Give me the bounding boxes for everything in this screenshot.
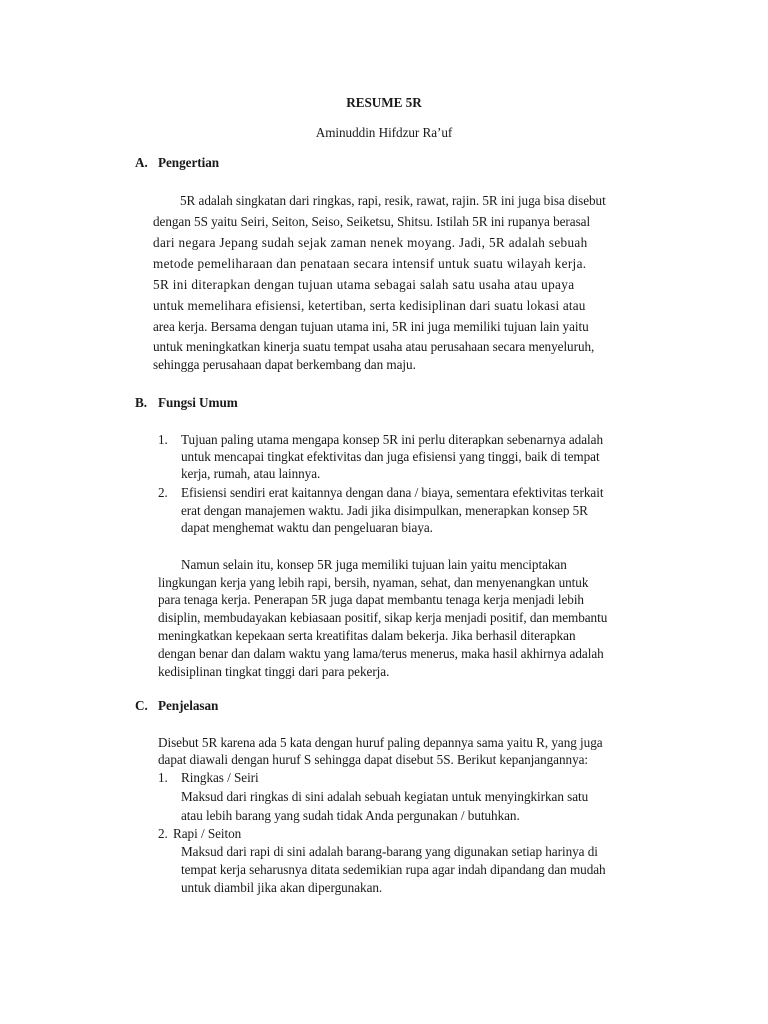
list-item-line: erat dengan manajemen waktu. Jadi jika disimpulkan, menerapkan konsep 5R [181,503,588,518]
list-item-line: untuk mencapai tingkat efektivitas dan juga efisiensi yang tinggi, baik di tempat [181,449,600,464]
list-item-line: Maksud dari ringkas di sini adalah sebuah kegiatan untuk menyingkirkan satu [181,789,589,804]
section-a-heading: Pengertian [158,155,220,170]
list-item-number: 1. [158,770,168,785]
list-item-line: Maksud dari rapi di sini adalah barang-barang yang digunakan setiap harinya di [181,844,598,859]
paragraph-line: dengan 5S yaitu Seiri, Seiton, Seiso, Seiketsu, Shitsu. Istilah 5R ini rupanya berasal [153,214,591,229]
list-item-number: 2. [158,826,168,841]
paragraph-line: Namun selain itu, konsep 5R juga memiliki tujuan lain yaitu menciptakan [181,557,567,572]
paragraph-line: disiplin, membudayakan kebiasaan positif, sikap kerja menjadi positif, dan membantu [158,610,608,625]
list-item-line: kerja, rumah, atau lainnya. [181,466,321,481]
section-c-letter: C. [135,698,148,713]
paragraph-line: dari negara Jepang sudah sejak zaman nenek moyang. Jadi, 5R adalah sebuah [153,235,588,250]
paragraph-line: dengan benar dan dalam waktu yang lama/terus menerus, maka hasil akhirnya adalah [158,646,604,661]
paragraph-line: metode pemeliharaan dan penataan secara intensif untuk suatu wilayah kerja. [153,256,587,271]
paragraph-line: area kerja. Bersama dengan tujuan utama ini, 5R ini juga memiliki tujuan lain yaitu [153,319,589,334]
paragraph-line: lingkungan kerja yang lebih rapi, bersih, nyaman, sehat, dan menyenangkan untuk [158,575,589,590]
list-item-line: Tujuan paling utama mengapa konsep 5R ini perlu diterapkan sebenarnya adalah [181,432,603,447]
paragraph-line: dapat diawali dengan huruf S sehingga dapat disebut 5S. Berikut kepanjangannya: [158,752,589,767]
paragraph-line: 5R adalah singkatan dari ringkas, rapi, resik, rawat, rajin. 5R ini juga bisa disebut [180,193,606,208]
list-item-line: Efisiensi sendiri erat kaitannya dengan dana / biaya, sementara efektivitas terkait [181,485,604,500]
section-a-letter: A. [135,155,148,170]
paragraph-line: 5R ini diterapkan dengan tujuan utama sebagai salah satu usaha atau upaya [153,277,575,292]
paragraph-line: meningkatkan kepekaan serta kreatifitas dalam bekerja. Jika berhasil diterapkan [158,628,576,643]
list-item-line: atau lebih barang yang sudah tidak Anda pergunakan / butuhkan. [181,808,520,823]
list-item-line: tempat kerja seharusnya ditata sedemikian rupa agar indah dipandang dan mudah [181,862,606,877]
list-item-line: dapat menghemat waktu dan pengeluaran biaya. [181,520,433,535]
list-item-label: Ringkas / Seiri [181,770,259,785]
paragraph-line: kedisiplinan tingkat tinggi dari para pekerja. [158,664,390,679]
list-item-line: untuk diambil jika akan dipergunakan. [181,880,383,895]
list-item-number: 1. [158,432,168,447]
list-item-number: 2. [158,485,168,500]
document-author: Aminuddin Hifdzur Ra’uf [315,125,453,140]
section-b-letter: B. [135,395,147,410]
paragraph-line: para tenaga kerja. Penerapan 5R juga dapat membantu tenaga kerja menjadi lebih [158,592,584,607]
document-title: RESUME 5R [346,95,422,110]
section-b-heading: Fungsi Umum [158,395,238,410]
paragraph-line: untuk meningkatkan kinerja suatu tempat usaha atau perusahaan secara menyeluruh, [153,339,595,354]
paragraph-line: Disebut 5R karena ada 5 kata dengan huruf paling depannya sama yaitu R, yang juga [158,735,603,750]
paragraph-line: untuk memelihara efisiensi, ketertiban, serta kedisiplinan dari suatu lokasi atau [153,298,586,313]
list-item-label: Rapi / Seiton [173,826,242,841]
section-c-heading: Penjelasan [158,698,219,713]
paragraph-line: sehingga perusahaan dapat berkembang dan maju. [153,357,416,372]
